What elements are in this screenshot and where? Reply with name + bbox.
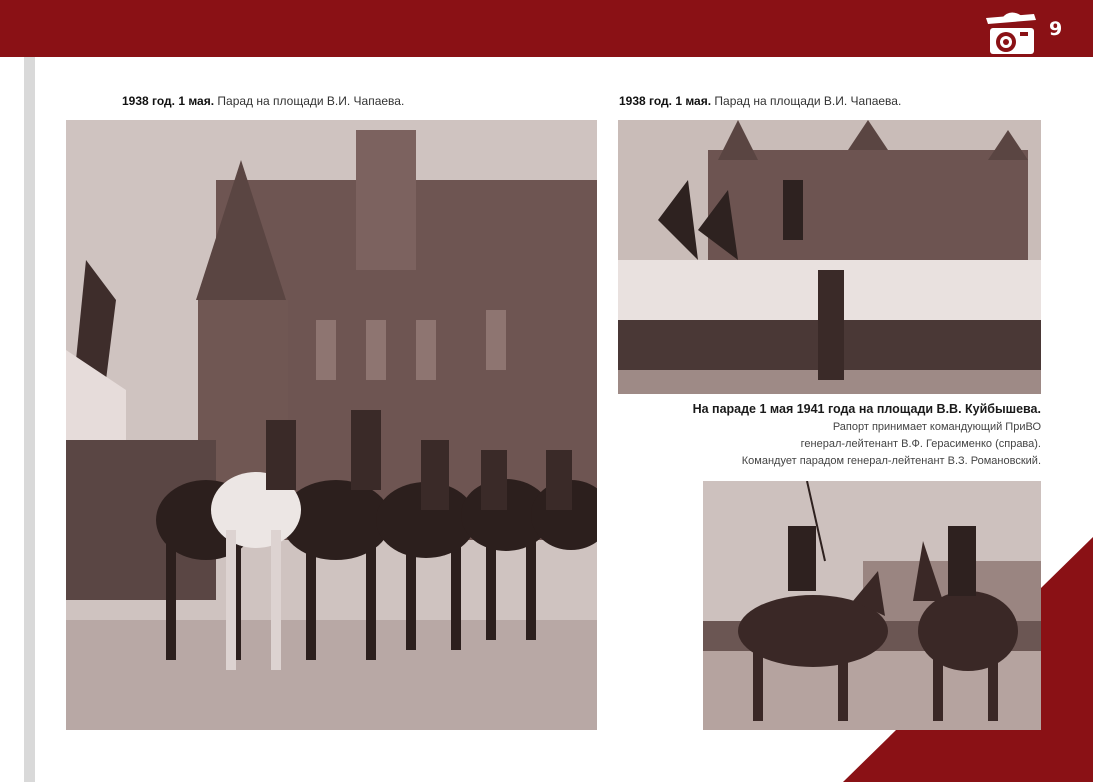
photo-generals-on-horseback xyxy=(703,481,1041,730)
left-margin-rule xyxy=(24,57,35,782)
photo-infantry-parade xyxy=(618,120,1041,394)
caption-right-top-text: Парад на площади В.И. Чапаева. xyxy=(711,94,902,108)
caption-left xyxy=(122,94,404,108)
page-number: 9 xyxy=(1049,18,1064,40)
caption-line: генерал-лейтенант В.Ф. Герасименко (справа). xyxy=(800,438,1041,450)
caption-line: Командует парадом генерал-лейтенант В.З. Романовский. xyxy=(741,455,1041,467)
header-band xyxy=(0,0,1093,57)
caption-left-date: 1938 год. 1 мая. xyxy=(122,94,215,108)
hat-camera-icon xyxy=(982,8,1044,60)
caption-right-top-date: 1938 год. 1 мая. xyxy=(619,94,712,108)
caption-right-top xyxy=(619,94,901,108)
caption-left-text: Парад на площади В.И. Чапаева. xyxy=(214,94,405,108)
caption-right-bottom xyxy=(693,401,1041,470)
photo-cavalry-parade xyxy=(66,120,597,730)
caption-line: Рапорт принимает командующий ПриВО xyxy=(832,421,1041,433)
caption-right-bottom-title: На параде 1 мая 1941 года на площади В.В. Куйбышева. xyxy=(692,402,1041,416)
